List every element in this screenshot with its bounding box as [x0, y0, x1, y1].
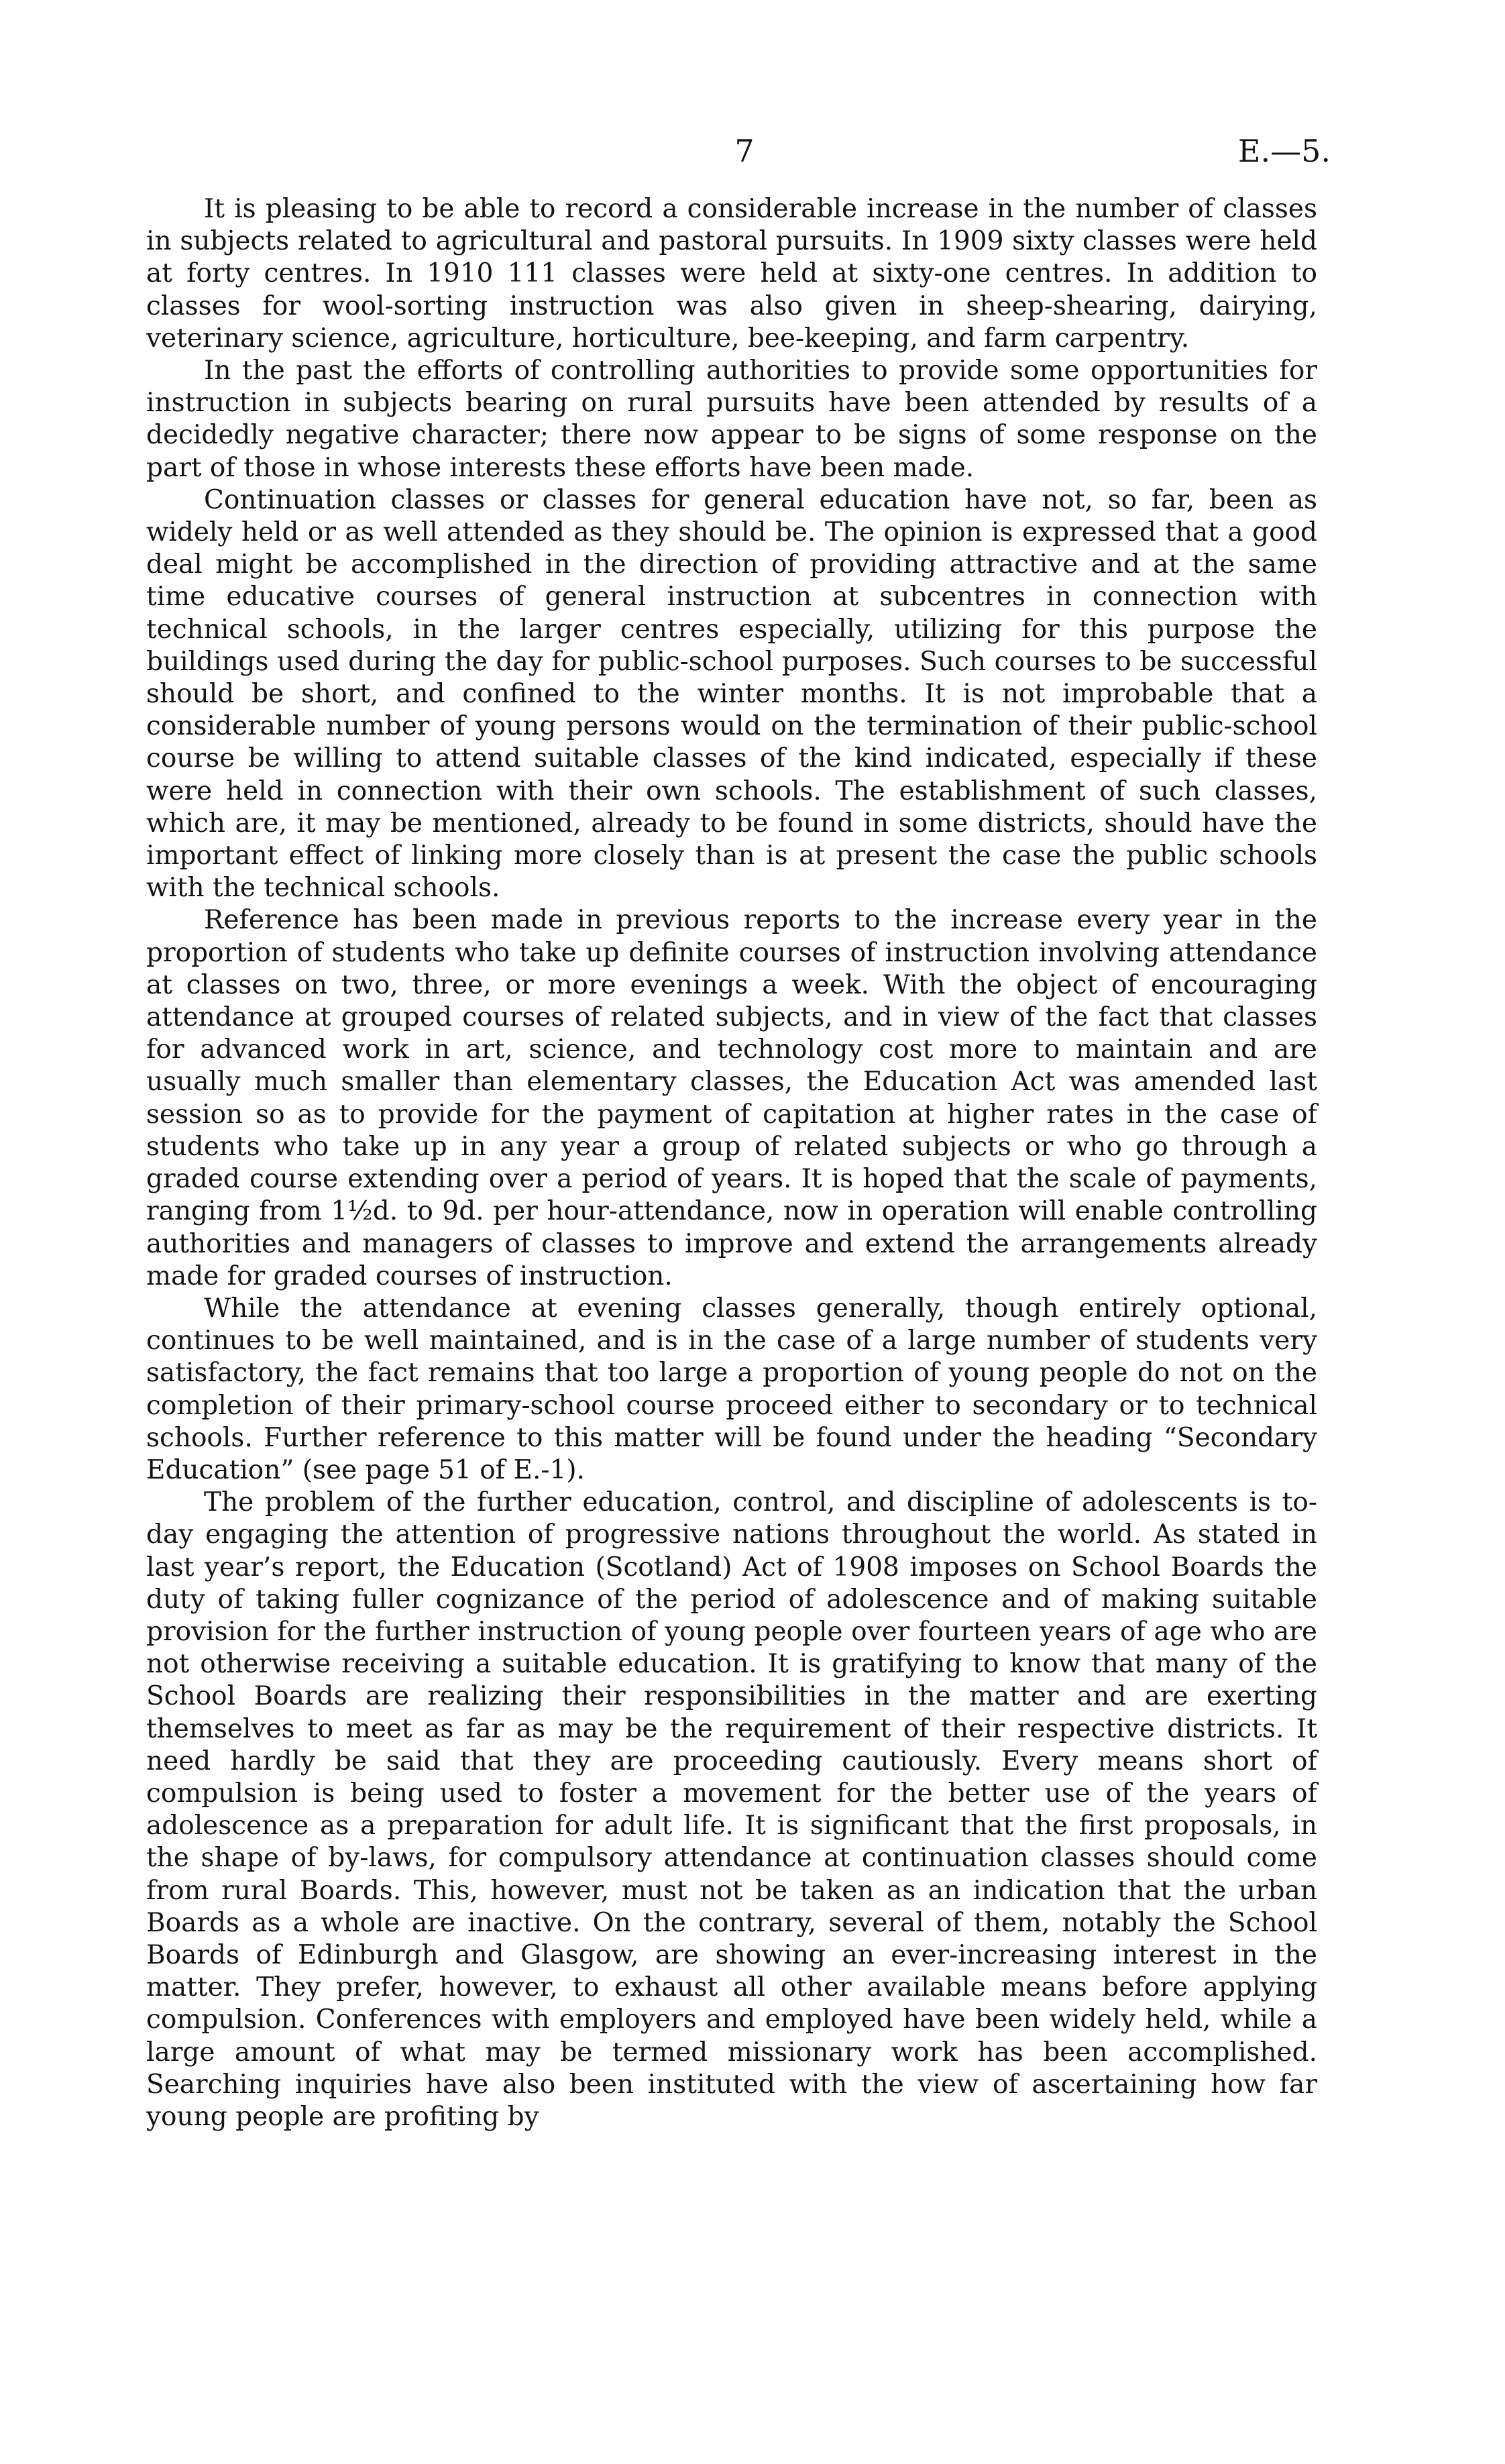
- paragraph-evening-attendance: While the attendance at evening classes generally, though entirely optional, continues to be well maintained, and is in the case of a large number of students very satisfactory, the fact remains that too large a proportion of young people do not on the completion of their primary-school course proceed either to secondary or to technical schools. Further reference to this matter will be found under the heading “Secondary Education” (see page 51 of E.-1).: [146, 1293, 1317, 1485]
- paragraph-adolescent-education: The problem of the further education, control, and discipline of adolescents is to-day engaging the attention of progressive nations throughout the world. As stated in last year’s report, the Education (Scotland) Act of 1908 imposes on School Boards the duty of taking fuller cognizance of the period of adolescence and of making suitable provision for the further instruction of young people over fourteen years of age who are not otherwise receiving a suitable education. It is gratifying to know that many of the School Boards are realizing their responsibilities in the matter and are exerting themselves to meet as far as may be the requirement of their respective districts. It need hardly be said that they are proceeding cautiously. Every means short of compulsion is being used to foster a movement for the better use of the years of adolescence as a preparation for adult life. It is significant that the first proposals, in the shape of by-laws, for compulsory attendance at continuation classes should come from rural Boards. This, however, must not be taken as an indication that the urban Boards as a whole are inactive. On the contrary, several of them, notably the School Boards of Edinburgh and Glasgow, are showing an ever-increasing interest in the matter. They prefer, however, to exhaust all other available means before applying compulsion. Conferences with employers and employed have been widely held, while a large amount of what may be termed missionary work has been accomplished. Searching inquiries have also been instituted with the view of ascertaining how far young people are profiting by: [146, 1487, 1317, 2132]
- paragraph-rural-pursuits: In the past the efforts of controlling authorities to provide some opportunities for instruction in subjects bearing on rural pursuits have been attended by results of a decidedly negative character; there now appear to be signs of some response on the part of those in whose interests these efforts have been made.: [146, 356, 1317, 483]
- document-reference: E.—5.: [1237, 133, 1331, 169]
- paragraph-continuation-classes: Continuation classes or classes for general education have not, so far, been as widely held or as well attended as they should be. The opinion is expressed that a good deal might be accomplished in the direction of providing attractive and at the same time educative courses of general instruction at subcentres in connection with technical schools, in the larger centres especially, utilizing for this purpose the buildings used during the day for public-school purposes. Such courses to be successful should be short, and confined to the winter months. It is not improbable that a considerable number of young persons would on the termination of their public-school course be willing to attend suitable classes of the kind indicated, especially if these were held in connection with their own schools. The establishment of such classes, which are, it may be mentioned, already to be found in some districts, should have the important effect of linking more closely than is at present the case the public schools with the technical schools.: [146, 484, 1317, 904]
- body-text: [146, 193, 1317, 2133]
- paragraph-agricultural-classes: It is pleasing to be able to record a considerable increase in the number of classes in subjects related to agricultural and pastoral pursuits. In 1909 sixty classes were held at forty centres. In 1910 111 classes were held at sixty-one centres. In addition to classes for wool-sorting instruction was also given in sheep-shearing, dairying, veterinary science, agriculture, horticulture, bee-keeping, and farm carpentry.: [146, 194, 1317, 354]
- page-number: 7: [734, 133, 755, 169]
- paragraph-graded-courses: Reference has been made in previous reports to the increase every year in the proportion of students who take up definite courses of instruction involving attendance at classes on two, three, or more evenings a week. With the object of encouraging attendance at grouped courses of related subjects, and in view of the fact that classes for advanced work in art, science, and technology cost more to maintain and are usually much smaller than elementary classes, the Education Act was amended last session so as to provide for the payment of capitation at higher rates in the case of students who take up in any year a group of related subjects or who go through a graded course extending over a period of years. It is hoped that the scale of payments, ranging from 1½d. to 9d. per hour-attendance, now in operation will enable controlling authorities and managers of classes to improve and extend the arrangements already made for graded courses of instruction.: [146, 905, 1317, 1291]
